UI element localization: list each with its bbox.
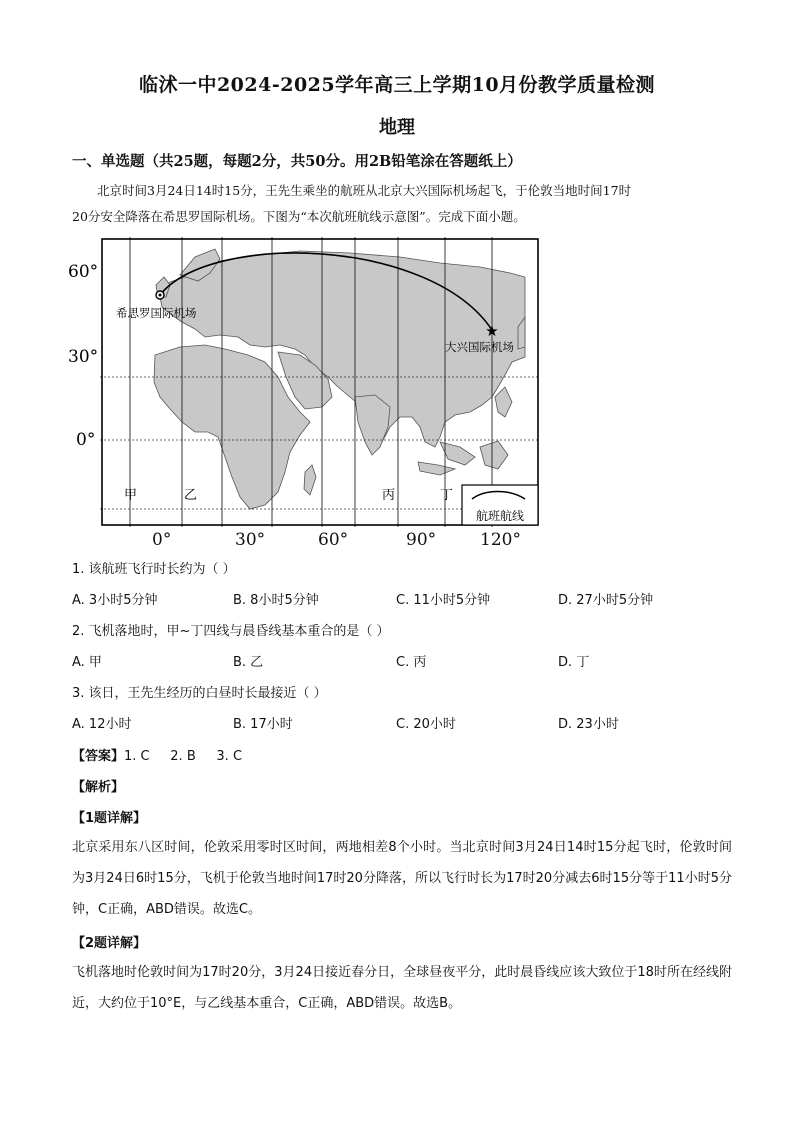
question-3-option-c[interactable]: C. 20小时	[396, 717, 456, 732]
question-2-stem: 2. 飞机落地时，甲~丁四线与晨昏线基本重合的是（ ）	[72, 624, 390, 639]
question-1-option-c[interactable]: C. 11小时5分钟	[396, 593, 491, 608]
latitude-labels	[68, 262, 98, 450]
legend-label: 航班航线	[475, 509, 525, 523]
lon-label-0: 0°	[152, 530, 172, 550]
subject-title: 地理	[379, 117, 415, 138]
intro-line-1: 北京时间3月24日14时15分，王先生乘坐的航班从北京大兴国际机场起飞，于伦敦当地时间17时	[97, 183, 632, 198]
heathrow-label: 希思罗国际机场	[116, 306, 197, 320]
question-1-option-b[interactable]: B. 8小时5分钟	[233, 593, 319, 608]
question-1-option-a[interactable]: A. 3小时5分钟	[72, 593, 158, 608]
question-2-option-b[interactable]: B. 乙	[233, 655, 264, 670]
question-intro	[72, 178, 732, 230]
question-1-option-d[interactable]: D. 27小时5分钟	[558, 593, 654, 608]
question-2-option-c[interactable]: C. 丙	[396, 655, 427, 670]
exam-title: 临沭一中2024-2025学年高三上学期10月份教学质量检测	[138, 74, 656, 96]
question-1-stem: 1. 该航班飞行时长约为（ ）	[72, 562, 236, 577]
lat-label-60: 60°	[68, 262, 99, 282]
line-label-ding: 丁	[440, 488, 454, 503]
analysis-label	[72, 776, 124, 795]
land-shapes	[154, 249, 525, 509]
line-label-bing: 丙	[382, 488, 396, 503]
lon-label-120: 120°	[480, 530, 521, 550]
detail-1-label	[72, 807, 146, 826]
line-label-jia: 甲	[124, 488, 138, 503]
line-label-yi: 乙	[184, 488, 198, 503]
flight-route-map	[68, 237, 540, 557]
detail-1-label-text: 【1题详解】	[72, 811, 147, 826]
longitude-labels	[100, 530, 540, 554]
lat-label-30: 30°	[68, 347, 99, 367]
analysis-label-text: 【解析】	[72, 780, 125, 795]
question-2-option-a[interactable]: A. 甲	[72, 655, 102, 670]
lon-label-60: 60°	[318, 530, 349, 550]
lat-label-0: 0°	[76, 430, 96, 450]
line-labels	[124, 488, 453, 503]
question-3-option-b[interactable]: B. 17小时	[233, 717, 293, 732]
detail-2-label-text: 【2题详解】	[72, 936, 147, 951]
detail-2-label	[72, 932, 146, 951]
detail-1-text: 北京采用东八区时间，伦敦采用零时区时间，两地相差8个小时。当北京时间3月24日14时15分起飞时，伦敦时间为3月24日6时15分，飞机于伦敦当地时间17时20分降落，所以飞行时长为17时20分减去6时15分等于11小时5分钟，C正确，ABD错误。故选C。	[72, 840, 732, 917]
heathrow-dot	[159, 294, 162, 297]
lon-label-30: 30°	[235, 530, 266, 550]
question-3-option-a[interactable]: A. 12小时	[72, 717, 132, 732]
section-heading: 一、单选题（共25题，每题2分，共50分。用2B铅笔涂在答题纸上）	[72, 153, 522, 170]
lon-label-90: 90°	[406, 530, 437, 550]
daxing-label: 大兴国际机场	[445, 340, 514, 354]
answer-label: 【答案】	[72, 749, 125, 764]
intro-line-2: 20分安全降落在希思罗国际机场。下图为“本次航班航线示意图”。完成下面小题。	[72, 209, 526, 224]
daxing-star-icon: ★	[485, 322, 499, 340]
question-2-option-d[interactable]: D. 丁	[558, 655, 590, 670]
question-3-stem: 3. 该日，王先生经历的白昼时长最接近（ ）	[72, 686, 327, 701]
answer-line	[72, 745, 242, 764]
question-3-option-d[interactable]: D. 23小时	[558, 717, 619, 732]
answer-text: 1. C 2. B 3. C	[124, 749, 243, 764]
detail-2-text: 飞机落地时伦敦时间为17时20分，3月24日接近春分日，全球昼夜平分，此时晨昏线应该大致位于18时所在经线附近，大约位于10°E，与乙线基本重合，C正确，ABD错误。故选B。	[72, 965, 732, 1011]
